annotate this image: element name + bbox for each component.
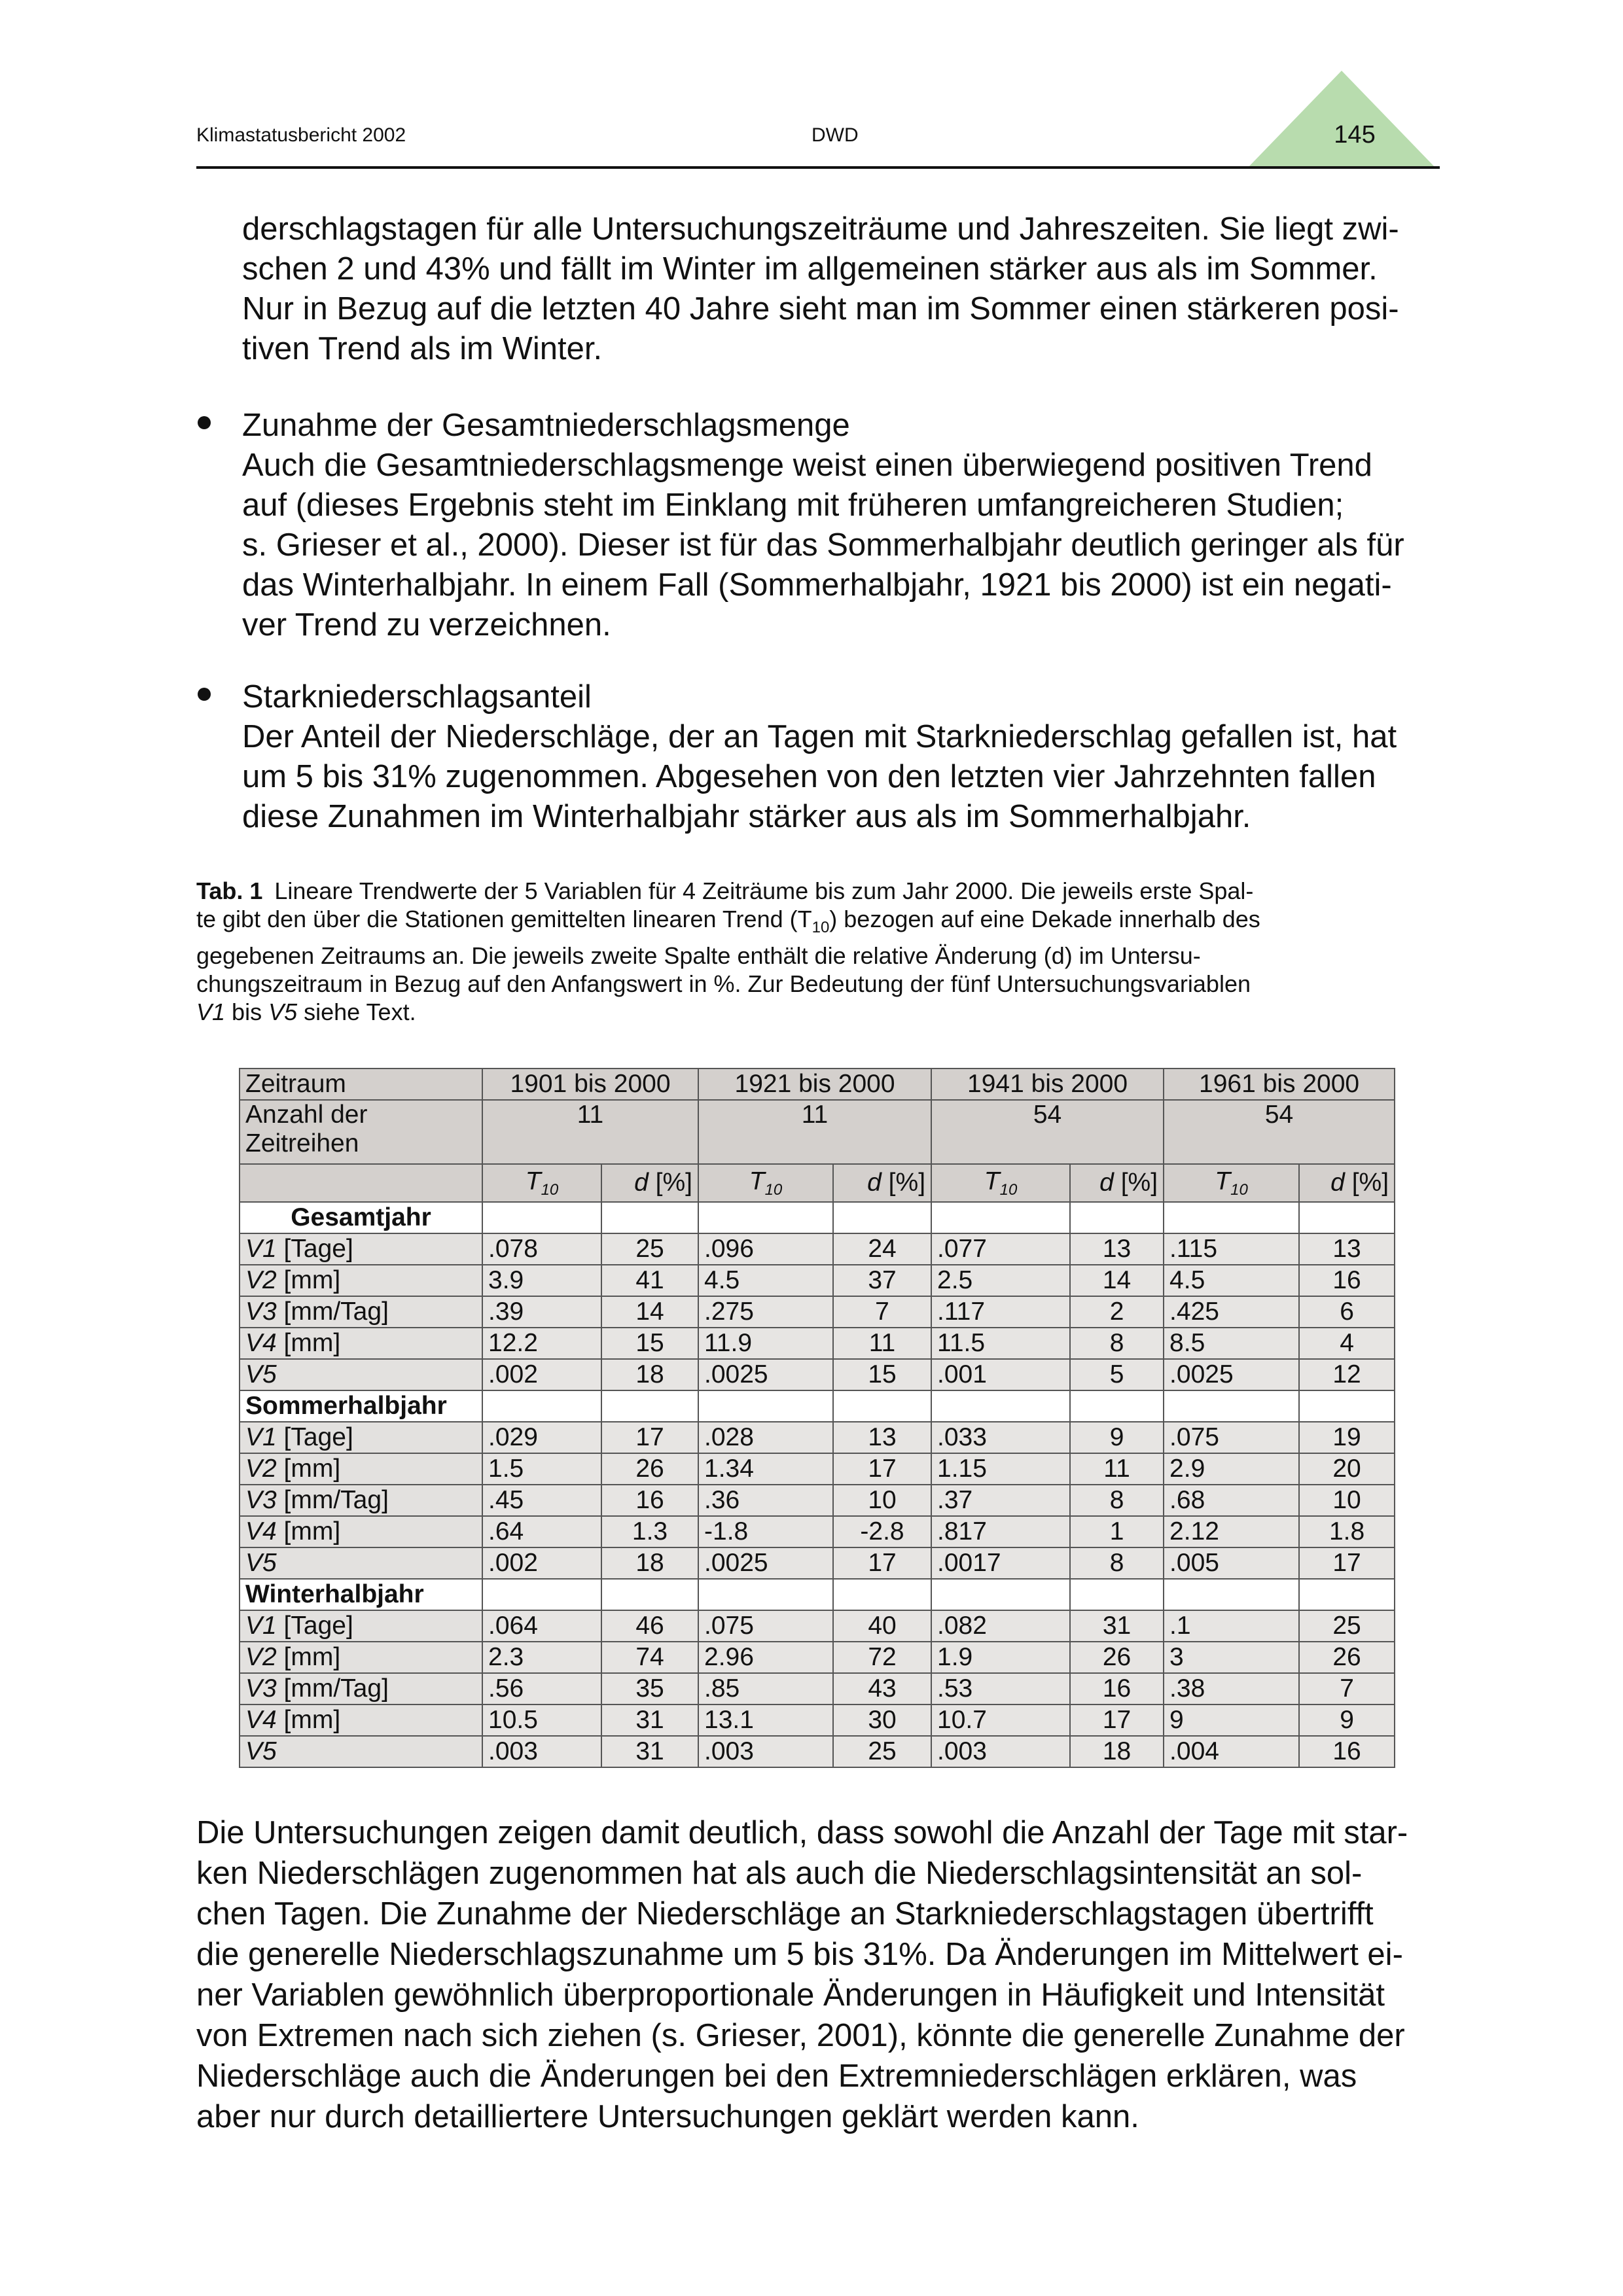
text-line: Auch die Gesamtniederschlagsmenge weist einen überwiegend positiven Trend [242, 448, 1372, 483]
trend-column-header: $T_{10}$ [482, 1164, 601, 1202]
series-count: 11 [482, 1100, 698, 1164]
group-label: Winterhalbjahr [240, 1579, 482, 1610]
trend-value-cell: .082 [931, 1610, 1070, 1642]
change-value-cell: 8 [1070, 1547, 1164, 1579]
trend-column-header: $T_{10}$ [931, 1164, 1070, 1202]
bullet-title: Starkniederschlagsanteil [242, 679, 592, 715]
text-line: ver Trend zu verzeichnen. [242, 607, 611, 643]
trend-value-cell: .68 [1164, 1485, 1299, 1516]
variable-label: V4 [mm] [240, 1704, 482, 1736]
group-header-row [240, 1579, 1395, 1610]
trend-value-cell: .817 [931, 1516, 1070, 1547]
table-row [240, 1359, 1395, 1390]
variable-label: V1 [Tage] [240, 1422, 482, 1453]
trend-value-cell: .029 [482, 1422, 601, 1453]
trend-value-cell: .85 [698, 1673, 833, 1704]
trend-value-cell: 2.96 [698, 1642, 833, 1673]
change-value-cell: 10 [1299, 1485, 1395, 1516]
empty-cell [1070, 1390, 1164, 1422]
change-value-cell: 12 [1299, 1359, 1395, 1390]
trend-value-cell: .004 [1164, 1736, 1299, 1767]
variable-label: V5 [240, 1736, 482, 1767]
group-header-row [240, 1202, 1395, 1233]
change-value-cell: 17 [601, 1422, 698, 1453]
bullet-item [242, 677, 1436, 837]
table-caption: Tab. 1 Lineare Trendwerte der 5 Variablen für 4 Zeiträume bis zum Jahr 2000. Die jeweils erste Spal- te gibt den über die Stationen gemittelten linearen Trend $(T_{10})$ bezogen auf eine Dekade innerhalb des gegebenen Zeitraums an. Die jeweils zweite Spalte enthält die relative Änderung (d) im Untersu- chungszeitraum in Bezug auf den Anfangswert in %. Zur Bedeutung der fünf Untersuchungsvariablen V1 bis V5 siehe Text. [196, 877, 1436, 1026]
header-rule [196, 166, 1440, 169]
empty-cell [833, 1202, 931, 1233]
change-value-cell: 35 [601, 1673, 698, 1704]
header-cell: Anzahl der Zeitreihen [240, 1100, 482, 1164]
table-row [240, 1736, 1395, 1767]
intro-paragraph [242, 209, 1436, 369]
trend-value-cell: .064 [482, 1610, 601, 1642]
trend-value-cell: -1.8 [698, 1516, 833, 1547]
change-value-cell: 18 [601, 1359, 698, 1390]
text-line: Der Anteil der Niederschläge, der an Tagen mit Starkniederschlag gefallen ist, hat [242, 719, 1397, 754]
page-number-triangle-icon [1247, 71, 1436, 169]
change-value-cell: 11 [833, 1328, 931, 1359]
trend-value-cell: .075 [1164, 1422, 1299, 1453]
trend-value-cell: 3 [1164, 1642, 1299, 1673]
empty-cell [1299, 1202, 1395, 1233]
change-value-cell: 1 [1070, 1516, 1164, 1547]
trend-value-cell: .002 [482, 1547, 601, 1579]
trend-value-cell: .033 [931, 1422, 1070, 1453]
trend-column-header: $T_{10}$ [698, 1164, 833, 1202]
trend-value-cell: 4.5 [1164, 1265, 1299, 1296]
change-value-cell: 2 [1070, 1296, 1164, 1328]
series-count: 11 [698, 1100, 931, 1164]
bullet-icon [198, 688, 211, 701]
change-value-cell: 1.3 [601, 1516, 698, 1547]
trend-value-cell: 8.5 [1164, 1328, 1299, 1359]
trend-value-cell: .64 [482, 1516, 601, 1547]
change-value-cell: 7 [1299, 1673, 1395, 1704]
variable-label: V5 [240, 1547, 482, 1579]
trend-value-cell: .53 [931, 1673, 1070, 1704]
change-value-cell: 1.8 [1299, 1516, 1395, 1547]
table-row [240, 1296, 1395, 1328]
empty-cell [1070, 1202, 1164, 1233]
text-line: Die Untersuchungen zeigen damit deutlich, dass sowohl die Anzahl der Tage mit star- [196, 1815, 1408, 1850]
change-value-cell: 13 [833, 1422, 931, 1453]
change-value-cell: 30 [833, 1704, 931, 1736]
trend-value-cell: 2.5 [931, 1265, 1070, 1296]
empty-cell [931, 1202, 1070, 1233]
group-label: Sommerhalbjahr [240, 1390, 482, 1422]
trend-value-cell: 1.34 [698, 1453, 833, 1485]
trend-value-cell: 1.15 [931, 1453, 1070, 1485]
table-row [240, 1265, 1395, 1296]
change-value-cell: 16 [601, 1485, 698, 1516]
trend-value-cell: .425 [1164, 1296, 1299, 1328]
change-column-header: d [%] [833, 1164, 931, 1202]
table-row [240, 1704, 1395, 1736]
change-value-cell: 41 [601, 1265, 698, 1296]
bullet-title: Zunahme der Gesamtniederschlagsmenge [242, 408, 850, 443]
change-value-cell: 5 [1070, 1359, 1164, 1390]
text-line: aber nur durch detailliertere Untersuchungen geklärt werden kann. [196, 2099, 1139, 2134]
running-header-title: Klimastatusbericht 2002 [196, 124, 406, 146]
closing-paragraph [196, 1812, 1436, 2137]
trend-value-cell: .56 [482, 1673, 601, 1704]
trend-value-cell: .003 [482, 1736, 601, 1767]
trend-value-cell: .37 [931, 1485, 1070, 1516]
trend-column-header: $T_{10}$ [1164, 1164, 1299, 1202]
change-value-cell: 25 [1299, 1610, 1395, 1642]
text-line: s. Grieser et al., 2000). Dieser ist für das Sommerhalbjahr deutlich geringer als für [242, 527, 1404, 563]
group-label: Gesamtjahr [240, 1202, 482, 1233]
change-value-cell: 24 [833, 1233, 931, 1265]
trend-value-cell: 13.1 [698, 1704, 833, 1736]
empty-cell [1164, 1579, 1299, 1610]
period-header: 1901 bis 2000 [482, 1069, 698, 1100]
bullet-icon [198, 416, 211, 429]
change-value-cell: 15 [601, 1328, 698, 1359]
empty-cell [1299, 1390, 1395, 1422]
empty-cell [482, 1202, 601, 1233]
trend-value-cell: 2.3 [482, 1642, 601, 1673]
group-header-row [240, 1390, 1395, 1422]
trend-value-cell: .117 [931, 1296, 1070, 1328]
header-cell: Zeitraum [240, 1069, 482, 1100]
trend-value-cell: 2.12 [1164, 1516, 1299, 1547]
text-line: auf (dieses Ergebnis steht im Einklang mit früheren umfangreicheren Studien; [242, 487, 1344, 523]
change-value-cell: 26 [1299, 1642, 1395, 1673]
trend-value-cell: .115 [1164, 1233, 1299, 1265]
change-value-cell: 46 [601, 1610, 698, 1642]
change-value-cell: 17 [833, 1547, 931, 1579]
text-line: chen Tagen. Die Zunahme der Niederschläge an Starkniederschlagstagen übertrifft [196, 1896, 1374, 1932]
change-value-cell: 8 [1070, 1328, 1164, 1359]
header-cell [240, 1164, 482, 1202]
empty-cell [1164, 1202, 1299, 1233]
change-column-header: d [%] [601, 1164, 698, 1202]
change-value-cell: 18 [601, 1547, 698, 1579]
text-line: von Extremen nach sich ziehen (s. Grieser, 2001), könnte die generelle Zunahme der [196, 2018, 1405, 2053]
variable-label: V2 [mm] [240, 1642, 482, 1673]
text-line: derschlagstagen für alle Untersuchungszeiträume und Jahreszeiten. Sie liegt zwi- [242, 211, 1399, 247]
change-value-cell: 31 [601, 1736, 698, 1767]
variable-label: V2 [mm] [240, 1265, 482, 1296]
change-value-cell: 25 [601, 1233, 698, 1265]
variable-label: V3 [mm/Tag] [240, 1673, 482, 1704]
trend-value-cell: .003 [698, 1736, 833, 1767]
trend-value-cell: .096 [698, 1233, 833, 1265]
empty-cell [698, 1202, 833, 1233]
text-line: chungszeitraum in Bezug auf den Anfangswert in %. Zur Bedeutung der fünf Untersuchungsvariablen [196, 970, 1251, 998]
change-column-header: d [%] [1070, 1164, 1164, 1202]
change-value-cell: 15 [833, 1359, 931, 1390]
trend-value-cell: .275 [698, 1296, 833, 1328]
text-line: ken Niederschlägen zugenommen hat als auch die Niederschlagsintensität an sol- [196, 1856, 1363, 1891]
change-value-cell: 43 [833, 1673, 931, 1704]
variable-label: V1 [Tage] [240, 1233, 482, 1265]
page-number: 145 [1334, 121, 1376, 149]
empty-cell [1299, 1579, 1395, 1610]
variable-label: V4 [mm] [240, 1516, 482, 1547]
change-value-cell: 72 [833, 1642, 931, 1673]
empty-cell [482, 1390, 601, 1422]
trend-value-cell: .0017 [931, 1547, 1070, 1579]
change-value-cell: 13 [1070, 1233, 1164, 1265]
trend-value-cell: 11.5 [931, 1328, 1070, 1359]
empty-cell [482, 1579, 601, 1610]
trend-value-cell: 10.7 [931, 1704, 1070, 1736]
change-value-cell: 16 [1299, 1736, 1395, 1767]
variable-label: V5 [240, 1359, 482, 1390]
text-line: die generelle Niederschlagszunahme um 5 bis 31%. Da Änderungen im Mittelwert ei- [196, 1937, 1403, 1972]
variable-label: V3 [mm/Tag] [240, 1296, 482, 1328]
period-header: 1961 bis 2000 [1164, 1069, 1395, 1100]
change-value-cell: 25 [833, 1736, 931, 1767]
change-value-cell: 37 [833, 1265, 931, 1296]
variable-label: V2 [mm] [240, 1453, 482, 1485]
change-value-cell: 17 [833, 1453, 931, 1485]
trend-value-cell: .0025 [1164, 1359, 1299, 1390]
change-value-cell: 13 [1299, 1233, 1395, 1265]
empty-cell [698, 1579, 833, 1610]
change-value-cell: 7 [833, 1296, 931, 1328]
change-value-cell: 16 [1299, 1265, 1395, 1296]
table-row [240, 1485, 1395, 1516]
change-value-cell: 9 [1070, 1422, 1164, 1453]
change-value-cell: 20 [1299, 1453, 1395, 1485]
empty-cell [833, 1390, 931, 1422]
trend-value-cell: .005 [1164, 1547, 1299, 1579]
trend-value-cell: .45 [482, 1485, 601, 1516]
trend-value-cell: 10.5 [482, 1704, 601, 1736]
change-value-cell: 10 [833, 1485, 931, 1516]
text-line: schen 2 und 43% und fällt im Winter im allgemeinen stärker aus als im Sommer. [242, 251, 1378, 287]
change-value-cell: 11 [1070, 1453, 1164, 1485]
table-row [240, 1547, 1395, 1579]
text-line: ner Variablen gewöhnlich überproportionale Änderungen in Häufigkeit und Intensität [196, 1977, 1385, 2013]
trend-table [239, 1068, 1395, 1768]
period-header: 1941 bis 2000 [931, 1069, 1164, 1100]
change-value-cell: 26 [601, 1453, 698, 1485]
series-count: 54 [1164, 1100, 1395, 1164]
table-row [240, 1233, 1395, 1265]
text-line: diese Zunahmen im Winterhalbjahr stärker aus als im Sommerhalbjahr. [242, 799, 1251, 834]
trend-value-cell: .0025 [698, 1547, 833, 1579]
change-value-cell: 74 [601, 1642, 698, 1673]
trend-value-cell: 2.9 [1164, 1453, 1299, 1485]
empty-cell [931, 1579, 1070, 1610]
caption-label: Tab. 1 [196, 877, 263, 904]
change-value-cell: 9 [1299, 1704, 1395, 1736]
empty-cell [601, 1390, 698, 1422]
change-column-header: d [%] [1299, 1164, 1395, 1202]
table-row [240, 1453, 1395, 1485]
table-row [240, 1642, 1395, 1673]
trend-value-cell: .39 [482, 1296, 601, 1328]
empty-cell [931, 1390, 1070, 1422]
change-value-cell: 16 [1070, 1673, 1164, 1704]
change-value-cell: 14 [601, 1296, 698, 1328]
trend-value-cell: 4.5 [698, 1265, 833, 1296]
running-header-publisher: DWD [812, 124, 859, 146]
empty-cell [833, 1579, 931, 1610]
trend-value-cell: 1.5 [482, 1453, 601, 1485]
trend-value-cell: .1 [1164, 1610, 1299, 1642]
table-row [240, 1328, 1395, 1359]
trend-value-cell: .077 [931, 1233, 1070, 1265]
text-line: Nur in Bezug auf die letzten 40 Jahre sieht man im Sommer einen stärkeren posi- [242, 291, 1399, 327]
text-line: um 5 bis 31% zugenommen. Abgesehen von den letzten vier Jahrzehnten fallen [242, 759, 1376, 794]
change-value-cell: 26 [1070, 1642, 1164, 1673]
table-row [240, 1422, 1395, 1453]
trend-value-cell: .0025 [698, 1359, 833, 1390]
trend-value-cell: .075 [698, 1610, 833, 1642]
empty-cell [1164, 1390, 1299, 1422]
change-value-cell: 31 [1070, 1610, 1164, 1642]
trend-value-cell: .078 [482, 1233, 601, 1265]
change-value-cell: 17 [1070, 1704, 1164, 1736]
trend-value-cell: 3.9 [482, 1265, 601, 1296]
text-line: gegebenen Zeitraums an. Die jeweils zweite Spalte enthält die relative Änderung (d) im Untersu- [196, 942, 1201, 970]
text-line: Lineare Trendwerte der 5 Variablen für 4 Zeiträume bis zum Jahr 2000. Die jeweils erste Spal- [274, 877, 1254, 904]
bullet-item [242, 406, 1436, 645]
trend-value-cell: .36 [698, 1485, 833, 1516]
trend-value-cell: 11.9 [698, 1328, 833, 1359]
change-value-cell: 14 [1070, 1265, 1164, 1296]
trend-value-cell: .38 [1164, 1673, 1299, 1704]
table-row [240, 1516, 1395, 1547]
table-row [240, 1673, 1395, 1704]
empty-cell [698, 1390, 833, 1422]
trend-value-cell: .002 [482, 1359, 601, 1390]
change-value-cell: 31 [601, 1704, 698, 1736]
trend-value-cell: 12.2 [482, 1328, 601, 1359]
change-value-cell: 40 [833, 1610, 931, 1642]
text-line: das Winterhalbjahr. In einem Fall (Sommerhalbjahr, 1921 bis 2000) ist ein negati- [242, 567, 1392, 603]
change-value-cell: 8 [1070, 1485, 1164, 1516]
change-value-cell: 6 [1299, 1296, 1395, 1328]
variable-label: V4 [mm] [240, 1328, 482, 1359]
change-value-cell: 19 [1299, 1422, 1395, 1453]
change-value-cell: 17 [1299, 1547, 1395, 1579]
empty-cell [1070, 1579, 1164, 1610]
empty-cell [601, 1579, 698, 1610]
trend-value-cell: 9 [1164, 1704, 1299, 1736]
change-value-cell: 4 [1299, 1328, 1395, 1359]
text-line: Niederschläge auch die Änderungen bei den Extremniederschlägen erklären, was [196, 2058, 1357, 2094]
change-value-cell: 18 [1070, 1736, 1164, 1767]
text-line: tiven Trend als im Winter. [242, 331, 603, 366]
variable-label: V3 [mm/Tag] [240, 1485, 482, 1516]
variable-label: V1 [Tage] [240, 1610, 482, 1642]
empty-cell [601, 1202, 698, 1233]
trend-value-cell: .003 [931, 1736, 1070, 1767]
period-header: 1921 bis 2000 [698, 1069, 931, 1100]
trend-value-cell: 1.9 [931, 1642, 1070, 1673]
table-row [240, 1610, 1395, 1642]
change-value-cell: -2.8 [833, 1516, 931, 1547]
trend-value-cell: .028 [698, 1422, 833, 1453]
trend-value-cell: .001 [931, 1359, 1070, 1390]
series-count: 54 [931, 1100, 1164, 1164]
